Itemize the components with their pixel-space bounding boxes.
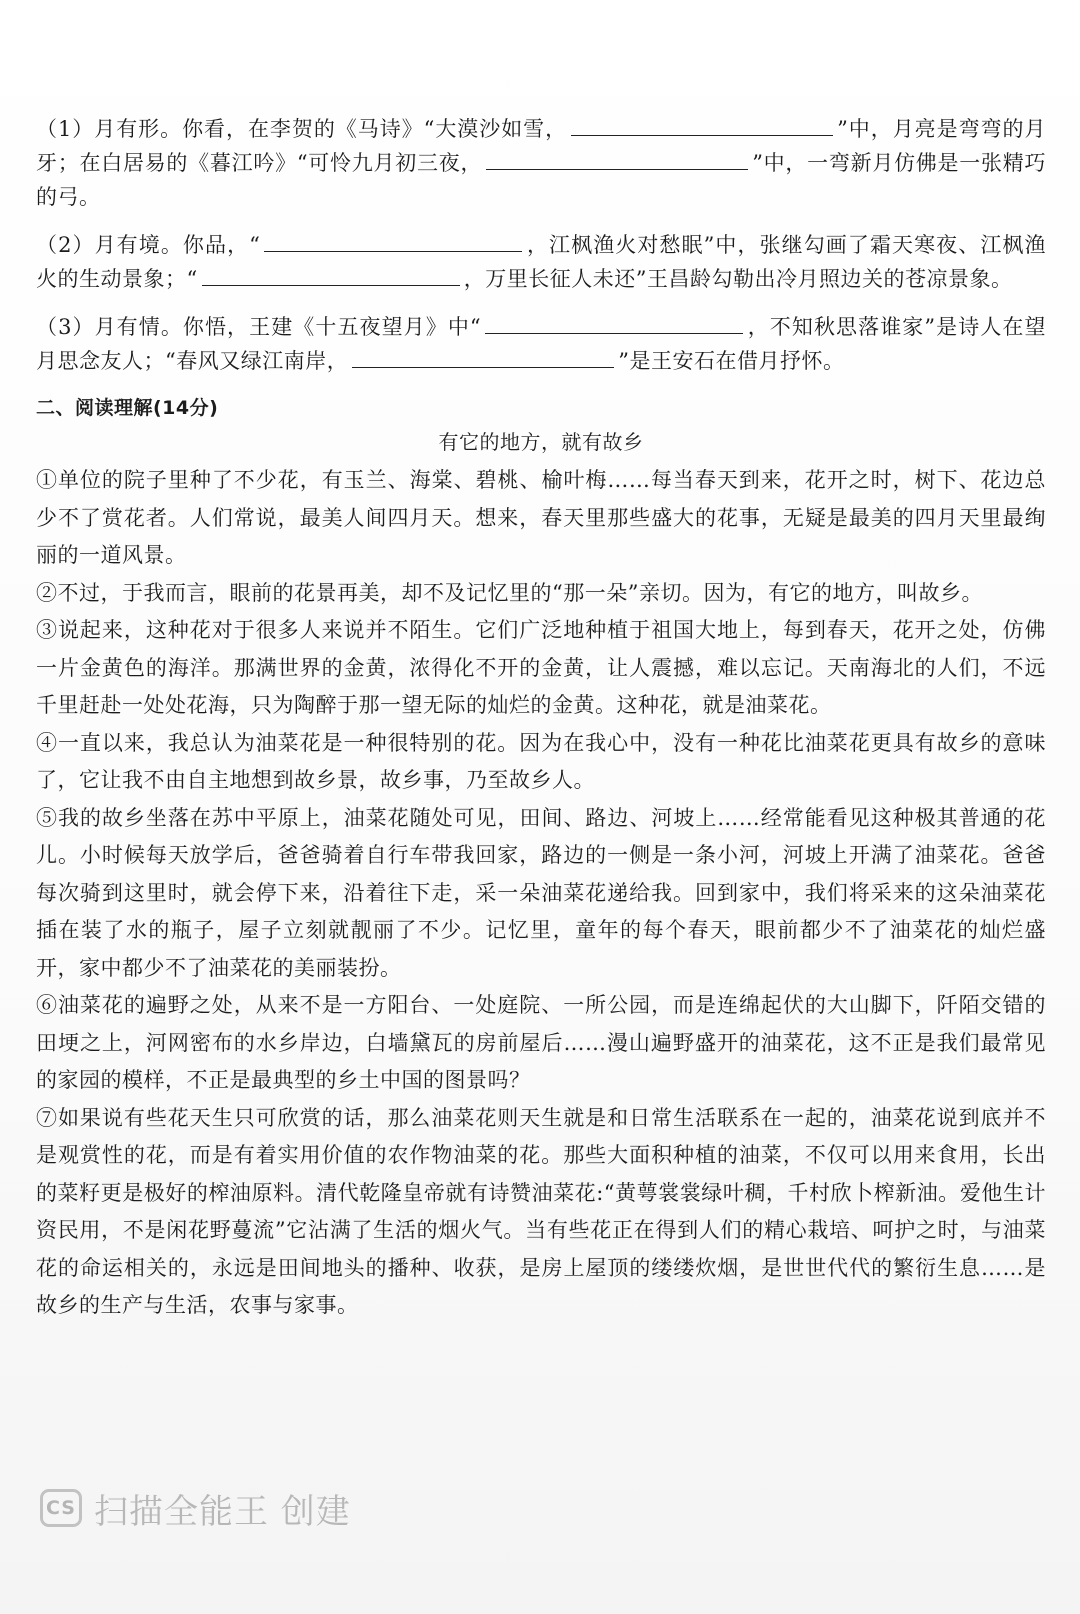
- question-3-part-c: ”是王安石在借月抒怀。: [618, 349, 845, 373]
- article-paragraph-7: ⑦如果说有些花天生只可欣赏的话，那么油菜花则天生就是和日常生活联系在一起的，油菜花说到底并不是观赏性的花，而是有着实用价值的农作物油菜的花。那些大面积种植的油菜，不仅可以用来食用，长出的菜籽更是极好的榨油原料。清代乾隆皇帝就有诗赞油菜花:“黄萼裳裳绿叶稠，千村欣卜榨新油。爱他生计资民用，不是闲花野蔓流”它沾满了生活的烟火气。当有些花正在得到人们的精心栽培、呵护之时，与油菜花的命运相关的，永远是田间地头的播种、收获，是房上屋顶的缕缕炊烟，是世世代代的繁衍生息……是故乡的生产与生活，农事与家事。: [36, 1105, 1046, 1317]
- article-paragraph-6: ⑥油菜花的遍野之处，从来不是一方阳台、一处庭院、一所公园，而是连绵起伏的大山脚下，阡陌交错的田埂之上，河网密布的水乡岸边，白墙黛瓦的房前屋后……漫山遍野盛开的油菜花，这不正是我们最常见的家园的模样，不正是最典型的乡土中国的图景吗？: [36, 993, 1046, 1092]
- question-3-part-b: ，不知秋思落谁家”是诗人在望月思念友人；“春风又绿江南岸，: [36, 315, 1046, 373]
- answer-blank-3a[interactable]: [485, 311, 743, 334]
- article-paragraph-3: ③说起来，这种花对于很多人来说并不陌生。它们广泛地种植于祖国大地上，每到春天，花开之处，仿佛一片金黄色的海洋。那满世界的金黄，浓得化不开的金黄，让人震撼，难以忘记。天南海北的人们，不远千里赶赴一处处花海，只为陶醉于那一望无际的灿烂的金黄。这种花，就是油菜花。: [36, 618, 1046, 717]
- question-1-part-c: ”中，一弯新月仿佛是一张精巧的弓。: [36, 151, 1046, 209]
- scanner-watermark: [40, 1484, 351, 1532]
- answer-blank-2b[interactable]: [202, 263, 460, 286]
- watermark-text: 扫描全能王 创建: [94, 1491, 351, 1532]
- camscanner-logo-icon: CS: [40, 1489, 82, 1527]
- article-title: 有它的地方，就有故乡: [438, 430, 644, 454]
- question-2: [36, 228, 1046, 296]
- article-paragraph-4: ④一直以来，我总认为油菜花是一种很特别的花。因为在我心中，没有一种花比油菜花更具有故乡的意味了，它让我不由自主地想到故乡景，故乡事，乃至故乡人。: [36, 730, 1046, 792]
- answer-blank-1b[interactable]: [486, 147, 748, 170]
- question-1: [36, 112, 1046, 214]
- answer-blank-1a[interactable]: [571, 113, 833, 136]
- question-2-part-c: ，万里长征人未还”王昌龄勾勒出冷月照边关的苍凉景象。: [463, 267, 1013, 291]
- question-3-part-a: （3）月有情。你悟，王建《十五夜望月》中“: [36, 315, 482, 339]
- question-2-part-a: （2）月有境。你品，“: [36, 233, 261, 257]
- question-3: [36, 310, 1046, 378]
- article-paragraph-1: ①单位的院子里种了不少花，有玉兰、海棠、碧桃、榆叶梅……每当春天到来，花开之时，树下、花边总少不了赏花者。人们常说，最美人间四月天。想来，春天里那些盛大的花事，无疑是最美的四月天里最绚丽的一道风景。: [36, 468, 1046, 567]
- article-paragraph-5: ⑤我的故乡坐落在苏中平原上，油菜花随处可见，田间、路边、河坡上……经常能看见这种极其普通的花儿。小时候每天放学后，爸爸骑着自行车带我回家，路边的一侧是一条小河，河坡上开满了油菜花。爸爸每次骑到这里时，就会停下来，沿着往下走，采一朵油菜花递给我。回到家中，我们将采来的这朵油菜花插在装了水的瓶子，屋子立刻就靓丽了不少。记忆里，童年的每个春天，眼前都少不了油菜花的灿烂盛开，家中都少不了油菜花的美丽装扮。: [36, 805, 1046, 980]
- article-paragraph-2: ②不过，于我而言，眼前的花景再美，却不及记忆里的“那一朵”亲切。因为，有它的地方，叫故乡。: [36, 580, 983, 605]
- section-title: 二、阅读理解(14分): [36, 397, 219, 419]
- question-1-part-b: ”中，月亮是弯弯的月牙；在白居易的《暮江吟》“可怜九月初三夜，: [36, 117, 1046, 175]
- answer-blank-3b[interactable]: [352, 345, 614, 368]
- page-content: [36, 112, 1046, 1325]
- question-1-part-a: （1）月有形。你看，在李贺的《马诗》“大漠沙如雪，: [36, 117, 568, 141]
- question-2-part-b: ，江枫渔火对愁眠”中，张继勾画了霜天寒夜、江枫渔火的生动景象；“: [36, 233, 1046, 291]
- answer-blank-2a[interactable]: [264, 229, 522, 252]
